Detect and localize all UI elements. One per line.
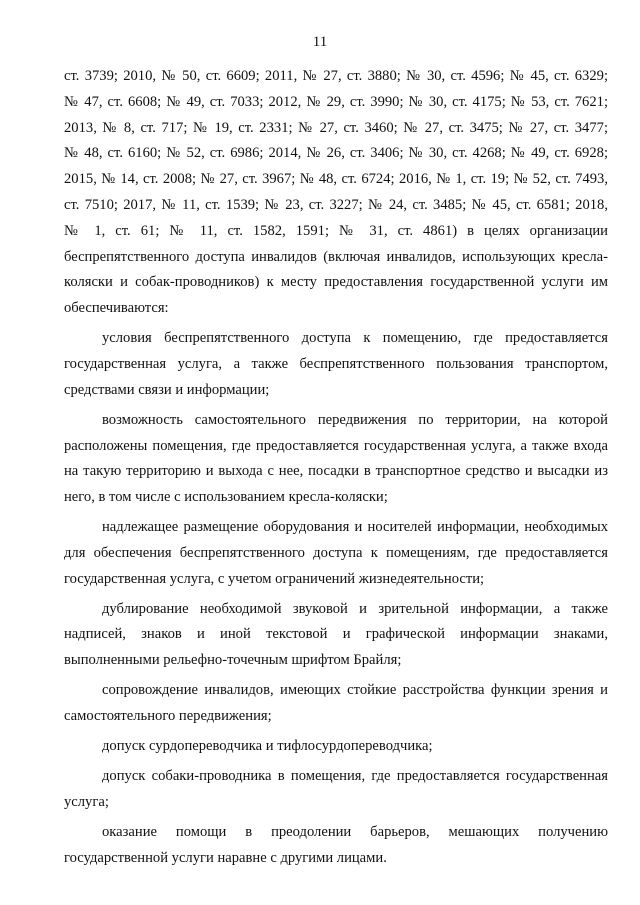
accessibility-condition-paragraph: сопровождение инвалидов, имеющих стойкие расстройства функции зрения и самостоятельного передвижения; [64, 682, 608, 725]
text-line: 2015, № 14, ст. 2008; № 27, ст. 3967; № 48, ст. 6724; 2016, № 1, ст. 19; № 52, ст. 7493, [64, 171, 608, 188]
legal-references-paragraph [64, 64, 608, 322]
text-line: № 1, ст. 61; № 11, ст. 1582, 1591; № 31, ст. 4861) в целях организации [64, 222, 608, 239]
text-line: обеспечиваются: [64, 300, 169, 317]
text-line: коляски и собак-проводников) к месту предоставления государственной услуги им [64, 274, 608, 291]
accessibility-condition-paragraph: допуск собаки-проводника в помещения, где предоставляется государственная услуга; [64, 768, 608, 810]
accessibility-condition-paragraph: допуск сурдопереводчика и тифлосурдопереводчика; [102, 738, 433, 755]
accessibility-condition-paragraph: условия беспрепятственного доступа к помещению, где предоставляется государственная услуга, а также беспрепятственного пользования транспортом, средствами связи и информации; [64, 330, 608, 398]
page-number: 11 [312, 34, 328, 50]
text-line: 2013, № 8, ст. 717; № 19, ст. 2331; № 27, ст. 3460; № 27, ст. 3475; № 27, ст. 3477; [64, 119, 608, 136]
accessibility-condition-paragraph: дублирование необходимой звуковой и зрительной информации, а также надписей, знаков и иной текстовой и графической информации знаками, выполненными рельефно-точечным шрифтом Брайля; [64, 600, 608, 669]
text-line: ст. 7510; 2017, № 11, ст. 1539; № 23, ст. 3227; № 24, ст. 3485; № 45, ст. 6581; 2018, [64, 196, 608, 213]
text-line: № 47, ст. 6608; № 49, ст. 7033; 2012, № 29, ст. 3990; № 30, ст. 4175; № 53, ст. 7621; [64, 93, 608, 110]
text-line: № 48, ст. 6160; № 52, ст. 6986; 2014, № 26, ст. 3406; № 30, ст. 4268; № 49, ст. 6928; [64, 145, 608, 162]
accessibility-condition-paragraph: оказание помощи в преодолении барьеров, мешающих получению государственной услуги наравне с другими лицами. [64, 823, 608, 866]
text-line: беспрепятственного доступа инвалидов (включая инвалидов, использующих кресла- [64, 248, 608, 265]
accessibility-condition-paragraph: надлежащее размещение оборудования и носителей информации, необходимых для обеспечения беспрепятственного доступа к помещениям, где предоставляется государственная услуга, с учетом ограничений жизнедеятельности; [64, 519, 608, 587]
text-line: ст. 3739; 2010, № 50, ст. 6609; 2011, № 27, ст. 3880; № 30, ст. 4596; № 45, ст. 6329; [64, 68, 608, 84]
accessibility-condition-paragraph: возможность самостоятельного передвижения по территории, на которой расположены помещения, где предоставляется государственная услуга, а также входа на такую территорию и выхода с нее, посадки в транспортное средство и высадки из него, в том числе с использованием кресла-коляски; [64, 411, 608, 506]
document-body [64, 64, 608, 876]
